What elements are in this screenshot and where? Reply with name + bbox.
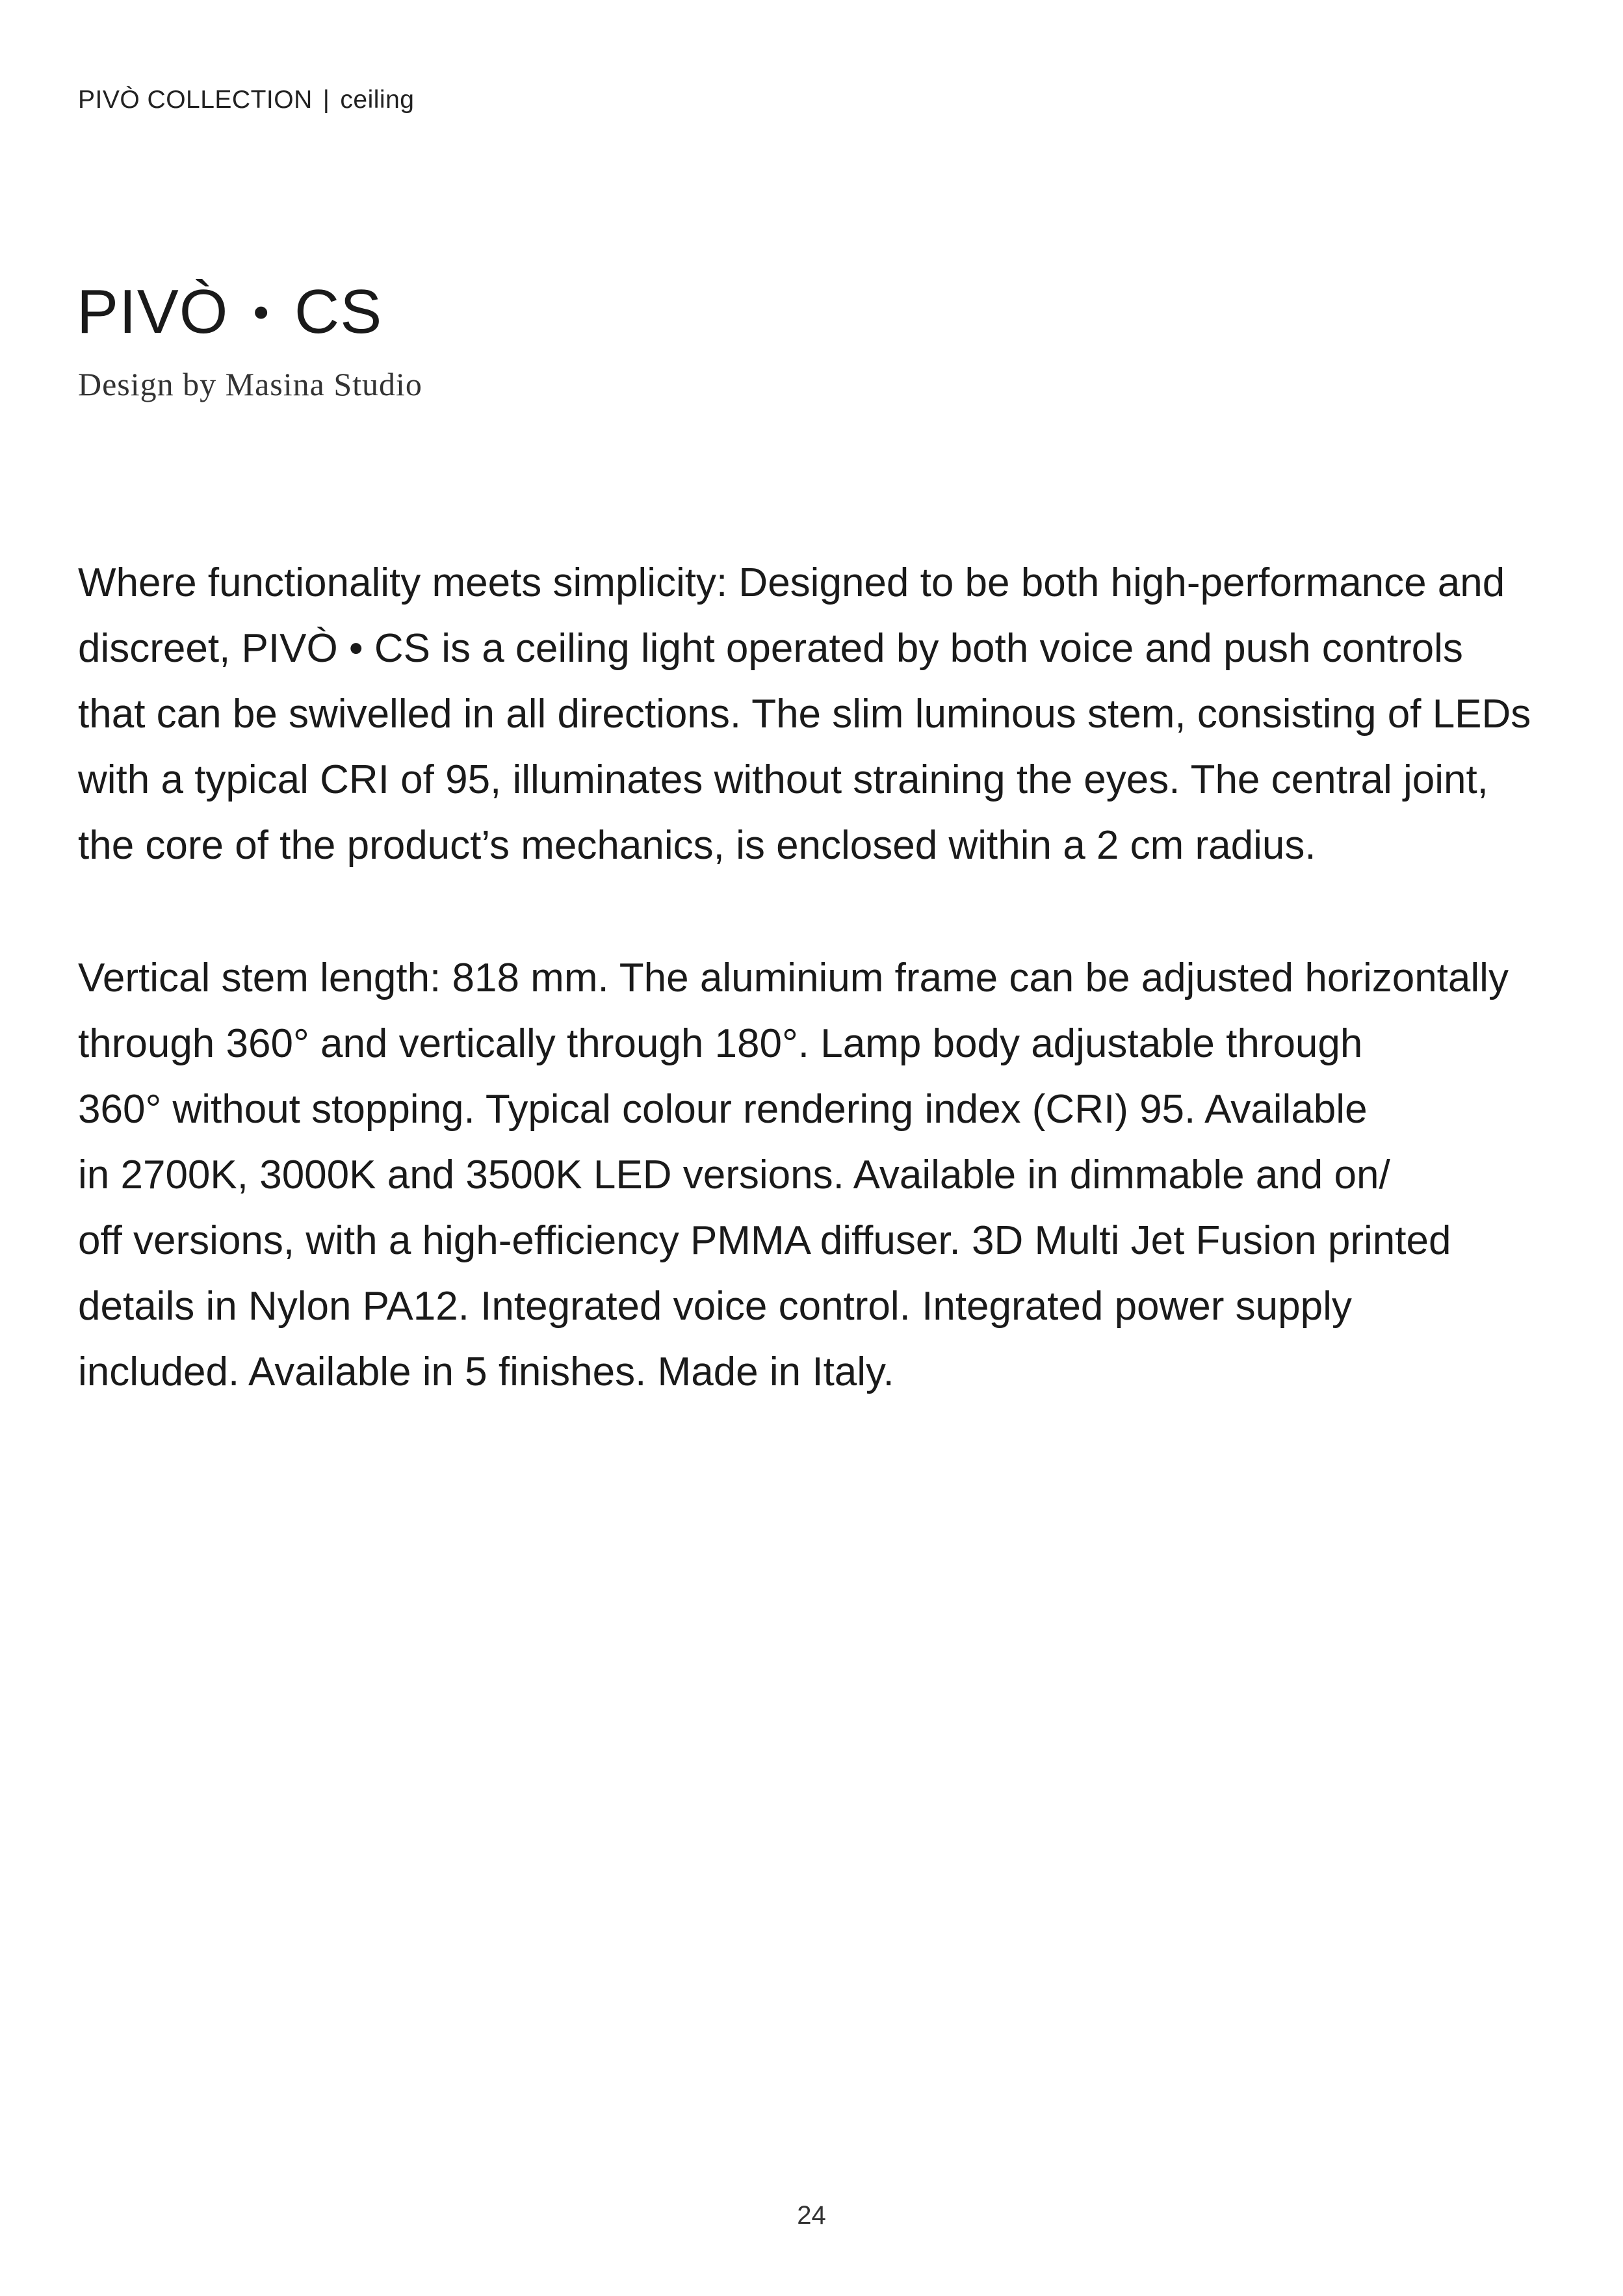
- product-title: [77, 277, 383, 346]
- category-name: ceiling: [340, 86, 415, 114]
- running-header: [78, 86, 414, 114]
- text-line: in 2700K, 3000K and 3500K LED versions. Available in dimmable and on/: [78, 1153, 1390, 1197]
- product-name: PIVÒ: [77, 277, 229, 346]
- text-line: off versions, with a high-efficiency PMMA diffuser. 3D Multi Jet Fusion printed: [78, 1218, 1451, 1263]
- product-model: CS: [294, 277, 383, 346]
- title-bullet: •: [253, 286, 270, 337]
- page-number: 24: [797, 2201, 826, 2230]
- text-line: included. Available in 5 finishes. Made in Italy.: [78, 1350, 894, 1394]
- collection-name: PIVÒ COLLECTION: [78, 86, 313, 114]
- designer-credit: Design by Masina Studio: [78, 366, 422, 402]
- text-line: Vertical stem length: 818 mm. The aluminium frame can be adjusted horizontally: [78, 956, 1509, 1000]
- text-line: the core of the product’s mechanics, is enclosed within a 2 cm radius.: [78, 823, 1316, 868]
- text-line: 360° without stopping. Typical colour rendering index (CRI) 95. Available: [78, 1087, 1368, 1132]
- text-line: that can be swivelled in all directions. The slim luminous stem, consisting of LEDs: [78, 692, 1531, 737]
- text-line: details in Nylon PA12. Integrated voice control. Integrated power supply: [78, 1284, 1352, 1329]
- description-paragraph: [78, 550, 1547, 878]
- text-line: discreet, PIVÒ • CS is a ceiling light operated by both voice and push controls: [78, 626, 1463, 671]
- text-line: through 360° and vertically through 180°. Lamp body adjustable through: [78, 1021, 1363, 1066]
- specifications-paragraph: [78, 945, 1547, 1405]
- text-line: with a typical CRI of 95, illuminates without straining the eyes. The central joint,: [78, 757, 1488, 802]
- header-separator: |: [322, 86, 330, 114]
- text-line: Where functionality meets simplicity: Designed to be both high-performance and: [78, 560, 1505, 605]
